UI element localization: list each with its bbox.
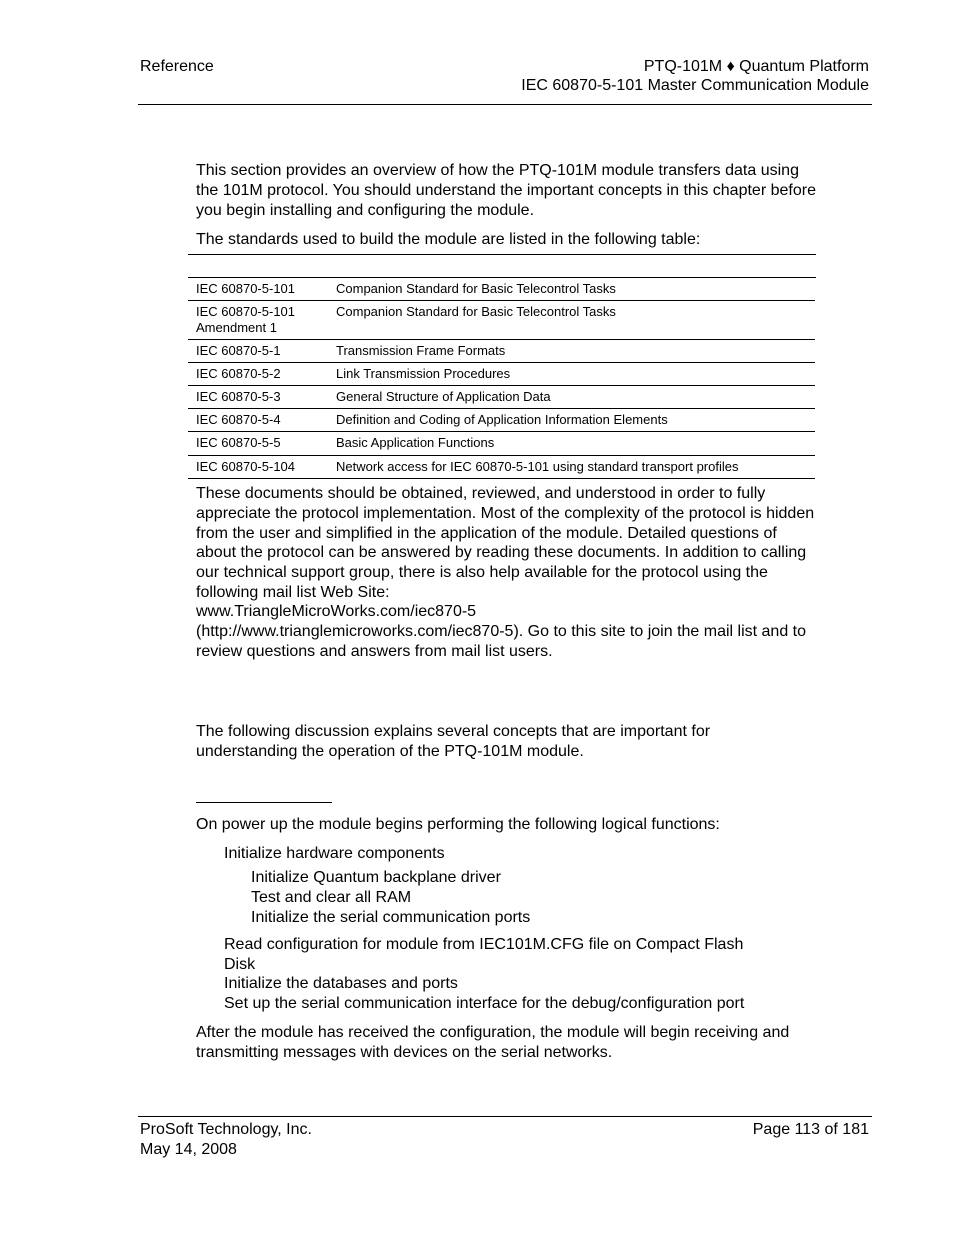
- mail-list-link[interactable]: www.TriangleMicroWorks.com/iec870-5: [196, 603, 477, 620]
- concepts-paragraph: The following discussion explains several concepts that are important for understanding the operation of the PTQ-101M module.: [196, 723, 711, 760]
- section-heading-rule: [196, 802, 332, 803]
- footer-date: May 14, 2008: [140, 1141, 237, 1158]
- description-cell: Link Transmission Procedures: [336, 366, 511, 381]
- standard-cell: IEC 60870-5-101: [196, 281, 296, 296]
- table-row: [188, 409, 815, 432]
- header-module-title: IEC 60870-5-101 Master Communication Module: [521, 77, 869, 94]
- table-row: [188, 386, 815, 409]
- list-item: Initialize hardware components: [224, 845, 445, 862]
- table-intro-paragraph: The standards used to build the module are listed in the following table:: [196, 231, 701, 248]
- description-cell: Definition and Coding of Application Information Elements: [336, 412, 668, 427]
- description-cell: Network access for IEC 60870-5-101 using standard transport profiles: [336, 459, 739, 474]
- header-rule: [138, 104, 872, 105]
- header-product-title: PTQ-101M ♦ Quantum Platform: [643, 58, 869, 75]
- list-item-continuation: Disk: [224, 956, 256, 973]
- standard-cell: IEC 60870-5-1: [196, 343, 281, 358]
- list-item: Set up the serial communication interface for the debug/configuration port: [224, 995, 745, 1012]
- standard-cell: IEC 60870-5-3: [196, 389, 281, 404]
- description-cell: General Structure of Application Data: [336, 389, 551, 404]
- table-row: [188, 432, 815, 456]
- description-cell: Companion Standard for Basic Telecontrol Tasks: [336, 304, 616, 319]
- table-row: [188, 340, 815, 363]
- description-cell: Companion Standard for Basic Telecontrol Tasks: [336, 281, 616, 296]
- intro-paragraph: This section provides an overview of how the PTQ-101M module transfers data using the 101M protocol. You should understand the important concepts in this chapter before you begin installing and configuring the module.: [196, 162, 816, 219]
- table-top-rule: [188, 254, 816, 255]
- table-row: [188, 456, 815, 479]
- standard-cell: IEC 60870-5-101 Amendment 1: [196, 304, 296, 335]
- sub-list-item: Test and clear all RAM: [251, 889, 412, 906]
- list-item: Read configuration for module from IEC101M.CFG file on Compact Flash: [224, 936, 744, 953]
- description-cell: Transmission Frame Formats: [336, 343, 506, 358]
- sub-list-item: Initialize Quantum backplane driver: [251, 869, 501, 886]
- standard-cell: IEC 60870-5-4: [196, 412, 281, 427]
- documents-paragraph: These documents should be obtained, reviewed, and understood in order to fully appreciate the protocol implementation. Most of the complexity of the protocol is hidden from the user and simplified in the application of the module. Detailed questions of about the protocol can be answered by reading these documents. In addition to calling our technical support group, there is also help available for the protocol using the following mail list Web Site:: [196, 485, 815, 601]
- mail-list-paragraph: (http://www.trianglemicroworks.com/iec870-5). Go to this site to join the mail list and to review questions and answers from mail list users.: [196, 623, 807, 660]
- description-cell: Basic Application Functions: [336, 435, 495, 450]
- table-row: [188, 363, 815, 386]
- footer-rule: [138, 1116, 872, 1117]
- list-item: Initialize the databases and ports: [224, 975, 458, 992]
- powerup-outro: After the module has received the configuration, the module will begin receiving and transmitting messages with devices on the serial networks.: [196, 1024, 790, 1061]
- sub-list-item: Initialize the serial communication ports: [251, 909, 531, 926]
- powerup-intro: On power up the module begins performing the following logical functions:: [196, 816, 720, 833]
- table-row: [188, 301, 815, 340]
- table-row: [188, 278, 815, 301]
- standard-cell: IEC 60870-5-2: [196, 366, 281, 381]
- standard-cell: IEC 60870-5-5: [196, 435, 281, 450]
- header-section-label: Reference: [140, 58, 214, 75]
- footer-page-number: Page 113 of 181: [752, 1121, 869, 1138]
- standard-cell: IEC 60870-5-104: [196, 459, 296, 474]
- footer-company: ProSoft Technology, Inc.: [140, 1121, 312, 1138]
